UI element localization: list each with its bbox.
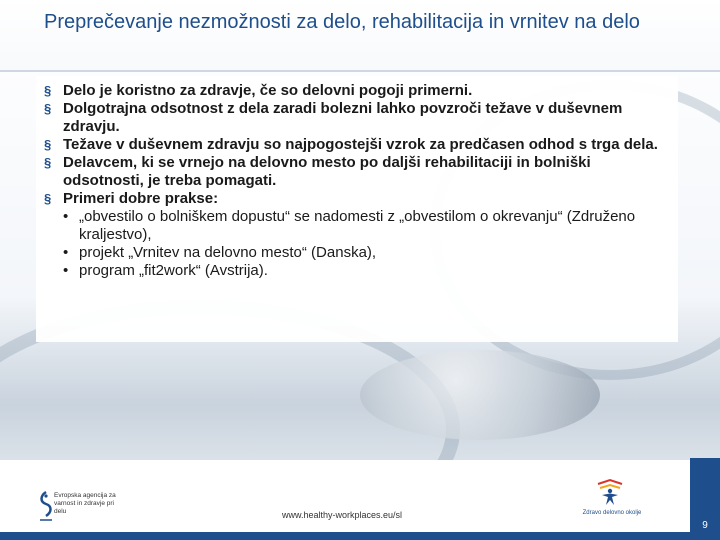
sub-bullet-item xyxy=(63,208,670,244)
sub-bullet-marker: • xyxy=(63,244,69,261)
title-area xyxy=(0,0,720,72)
bullet-item xyxy=(44,100,670,136)
bullet-item xyxy=(44,82,670,100)
slide-title: Preprečevanje nezmožnosti za delo, rehabilitacija in vrnitev na delo xyxy=(44,11,640,33)
bullet-item xyxy=(44,136,670,154)
sub-bullet-text: projekt „Vrnitev na delovno mesto“ (Danska), xyxy=(79,244,377,261)
healthy-workplaces-logo-icon xyxy=(594,478,626,508)
healthy-workplaces-logo-text: Zdravo delovno okolje xyxy=(582,510,642,516)
bullet-marker: § xyxy=(44,101,52,116)
footer-bar xyxy=(0,532,690,540)
sub-bullet-item xyxy=(63,262,670,280)
bullet-text: Dolgotrajna odsotnost z dela zaradi bolezni lahko povzroči težave v duševnem zdravju. xyxy=(63,100,623,135)
bullet-list xyxy=(44,82,670,280)
content-box xyxy=(36,76,678,342)
bullet-marker: § xyxy=(44,83,52,98)
bullet-text: Delavcem, ki se vrnejo na delovno mesto po daljši rehabilitaciji in bolniški odsotnosti, je treba pomagati. xyxy=(63,154,591,189)
footer-url[interactable]: www.healthy-workplaces.eu/sl xyxy=(282,510,403,520)
sub-bullet-text: „obvestilo o bolniškem dopustu“ se nadomesti z „obvestilom o okrevanju“ (Združeno kraljestvo), xyxy=(79,208,636,243)
sub-bullet-list xyxy=(63,208,670,280)
bullet-text: Primeri dobre prakse: xyxy=(63,190,219,207)
sub-bullet-text: program „fit2work“ (Avstrija). xyxy=(79,262,268,279)
sub-bullet-item xyxy=(63,244,670,262)
bullet-marker: § xyxy=(44,137,52,152)
bullet-item xyxy=(44,154,670,190)
title-divider xyxy=(0,70,720,72)
sub-bullet-marker: • xyxy=(63,208,69,225)
bullet-item xyxy=(44,190,670,280)
page-number: 9 xyxy=(690,458,720,540)
bullet-text: Delo je koristno za zdravje, če so delovni pogoji primerni. xyxy=(63,82,473,99)
bullet-marker: § xyxy=(44,155,52,170)
stethoscope-chestpiece-shape xyxy=(360,350,600,440)
eu-osha-logo-text: Evropska agencija za varnost in zdravje pri delu xyxy=(54,492,116,515)
sub-bullet-marker: • xyxy=(63,262,69,279)
bullet-marker: § xyxy=(44,191,52,206)
bullet-text: Težave v duševnem zdravju so najpogostejši vzrok za predčasen odhod s trga dela. xyxy=(63,136,658,153)
